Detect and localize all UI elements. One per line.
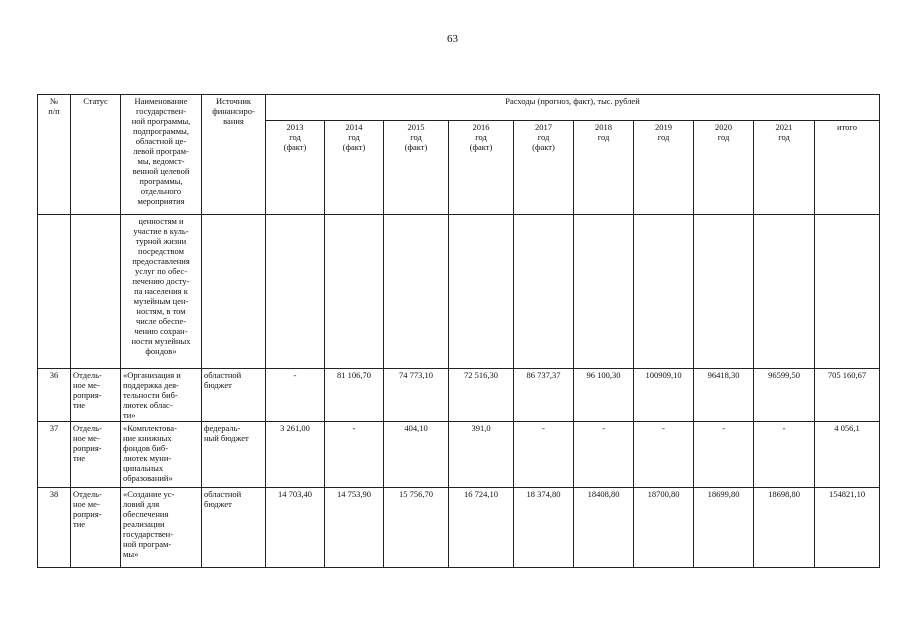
table-row <box>38 422 880 488</box>
row-name: «Организация и поддержка дея- тельности биб- лиотек облас- ти» <box>121 369 202 422</box>
header-year-2017: 2017 год (факт) <box>514 121 574 215</box>
header-name: Наименование государствен- ной программы, подпрограммы, областной це- левой програм- мы, ведомст- венной целевой программы, отдельного мероприятия <box>121 95 202 215</box>
table-row <box>38 369 880 422</box>
row-value-2016: 72 516,30 <box>449 369 514 422</box>
row-no: 36 <box>38 369 71 422</box>
row-value-total: 705 160,67 <box>815 369 880 422</box>
row-value-2015: 404,10 <box>384 422 449 488</box>
row-value-2016: 16 724,10 <box>449 488 514 568</box>
row-name: «Создание ус- ловий для обеспечения реализации государствен- ной програм- мы» <box>121 488 202 568</box>
row-value-2019: - <box>634 422 694 488</box>
row-value-2017: 18 374,80 <box>514 488 574 568</box>
row-value-2021: 18698,80 <box>754 488 815 568</box>
continuation-row <box>38 215 880 369</box>
row-value-2017: 86 737,37 <box>514 369 574 422</box>
row-value-2014: 14 753,90 <box>325 488 384 568</box>
row-source: областной бюджет <box>202 369 266 422</box>
header-status: Статус <box>71 95 121 215</box>
row-value-2019: 100909,10 <box>634 369 694 422</box>
header-total: итого <box>815 121 880 215</box>
row-value-2020: - <box>694 422 754 488</box>
page-number: 63 <box>447 33 458 45</box>
row-value-2014: - <box>325 422 384 488</box>
row-value-2016: 391,0 <box>449 422 514 488</box>
row-value-2018: 96 100,30 <box>574 369 634 422</box>
row-value-2014: 81 106,70 <box>325 369 384 422</box>
row-value-2013: - <box>266 369 325 422</box>
row-value-2020: 18699,80 <box>694 488 754 568</box>
row-source: областной бюджет <box>202 488 266 568</box>
header-source: Источник финансиро- вания <box>202 95 266 215</box>
row-status: Отдель- ное ме- роприя- тие <box>71 369 121 422</box>
row-value-2018: 18408,80 <box>574 488 634 568</box>
table-row <box>38 488 880 568</box>
row-value-2015: 74 773,10 <box>384 369 449 422</box>
header-year-2015: 2015 год (факт) <box>384 121 449 215</box>
header-year-2021: 2021 год <box>754 121 815 215</box>
header-year-2018: 2018 год <box>574 121 634 215</box>
expenses-table <box>37 94 880 568</box>
continuation-text: ценностям и участие в куль- турной жизни посредством предоставления услуг по обес- печению досту- па населения к музейным цен- ностям, в том числе обеспе- чению сохран- ности музейных фондов» <box>121 215 202 369</box>
row-name: «Комплектова- ние книжных фондов биб- лиотек муни- ципальных образований» <box>121 422 202 488</box>
header-no: № п/п <box>38 95 71 215</box>
row-value-total: 4 056,1 <box>815 422 880 488</box>
header-year-2016: 2016 год (факт) <box>449 121 514 215</box>
row-no: 37 <box>38 422 71 488</box>
row-value-2021: 96599,50 <box>754 369 815 422</box>
row-value-2020: 96418,30 <box>694 369 754 422</box>
row-value-2018: - <box>574 422 634 488</box>
header-year-2019: 2019 год <box>634 121 694 215</box>
header-year-2013: 2013 год (факт) <box>266 121 325 215</box>
row-value-2015: 15 756,70 <box>384 488 449 568</box>
row-source: федераль- ный бюджет <box>202 422 266 488</box>
row-status: Отдель- ное ме- роприя- тие <box>71 422 121 488</box>
row-value-2019: 18700,80 <box>634 488 694 568</box>
row-value-2021: - <box>754 422 815 488</box>
row-value-2013: 14 703,40 <box>266 488 325 568</box>
row-no: 38 <box>38 488 71 568</box>
row-value-2017: - <box>514 422 574 488</box>
row-value-2013: 3 261,00 <box>266 422 325 488</box>
row-value-total: 154821,10 <box>815 488 880 568</box>
row-status: Отдель- ное ме- роприя- тие <box>71 488 121 568</box>
header-year-2014: 2014 год (факт) <box>325 121 384 215</box>
header-year-2020: 2020 год <box>694 121 754 215</box>
header-expenses: Расходы (прогноз, факт), тыс. рублей <box>266 95 880 121</box>
